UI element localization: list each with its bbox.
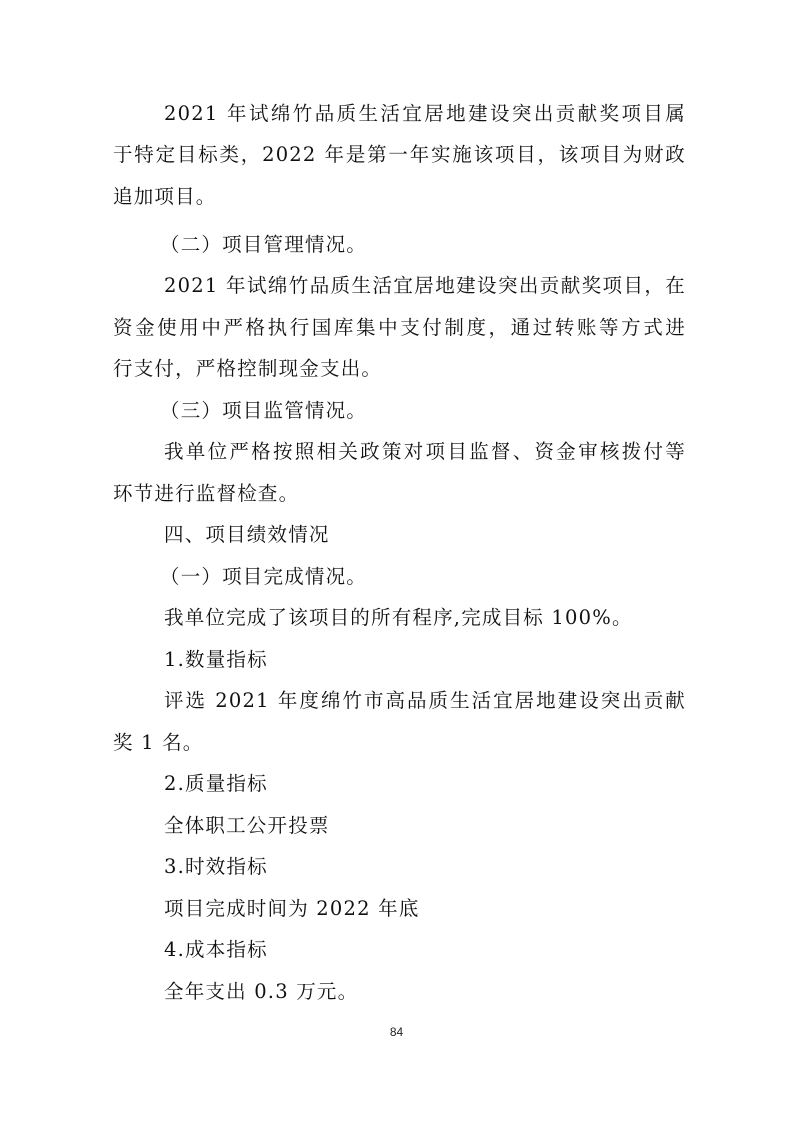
section-heading: （二）项目管理情况。 — [160, 233, 368, 256]
indicator-heading: 3.时效指标 — [164, 855, 268, 878]
paragraph-line: 全年支出 0.3 万元。 — [164, 980, 359, 1003]
paragraph-line: 我单位完成了该项目的所有程序,完成目标 100%。 — [164, 606, 633, 629]
indicator-heading: 4.成本指标 — [164, 938, 268, 961]
page-number: 84 — [389, 1025, 404, 1039]
section-heading: （三）项目监管情况。 — [160, 399, 368, 422]
section-heading: 四、项目绩效情况 — [164, 523, 330, 546]
paragraph-line: 2021 年试绵竹品质生活宜居地建设突出贡献奖项目属 — [164, 102, 686, 125]
paragraph-line: 全体职工公开投票 — [164, 814, 330, 837]
paragraph-line: 行支付，严格控制现金支出。 — [113, 357, 383, 380]
paragraph-line: 我单位严格按照相关政策对项目监督、资金审核拨付等 — [164, 440, 686, 463]
paragraph-line: 项目完成时间为 2022 年底 — [164, 897, 420, 920]
paragraph-line: 追加项目。 — [113, 185, 217, 208]
paragraph-line: 奖 1 名。 — [113, 731, 204, 754]
paragraph-line: 资金使用中严格执行国库集中支付制度，通过转账等方式进 — [113, 316, 686, 339]
indicator-heading: 1.数量指标 — [164, 648, 268, 671]
paragraph-line: 环节进行监督检查。 — [113, 482, 300, 505]
indicator-heading: 2.质量指标 — [164, 772, 268, 795]
section-heading: （一）项目完成情况。 — [160, 565, 368, 588]
paragraph-line: 于特定目标类，2022 年是第一年实施该项目，该项目为财政 — [113, 143, 686, 166]
paragraph-line: 2021 年试绵竹品质生活宜居地建设突出贡献奖项目，在 — [164, 274, 686, 297]
paragraph-line: 评选 2021 年度绵竹市高品质生活宜居地建设突出贡献 — [164, 689, 686, 712]
